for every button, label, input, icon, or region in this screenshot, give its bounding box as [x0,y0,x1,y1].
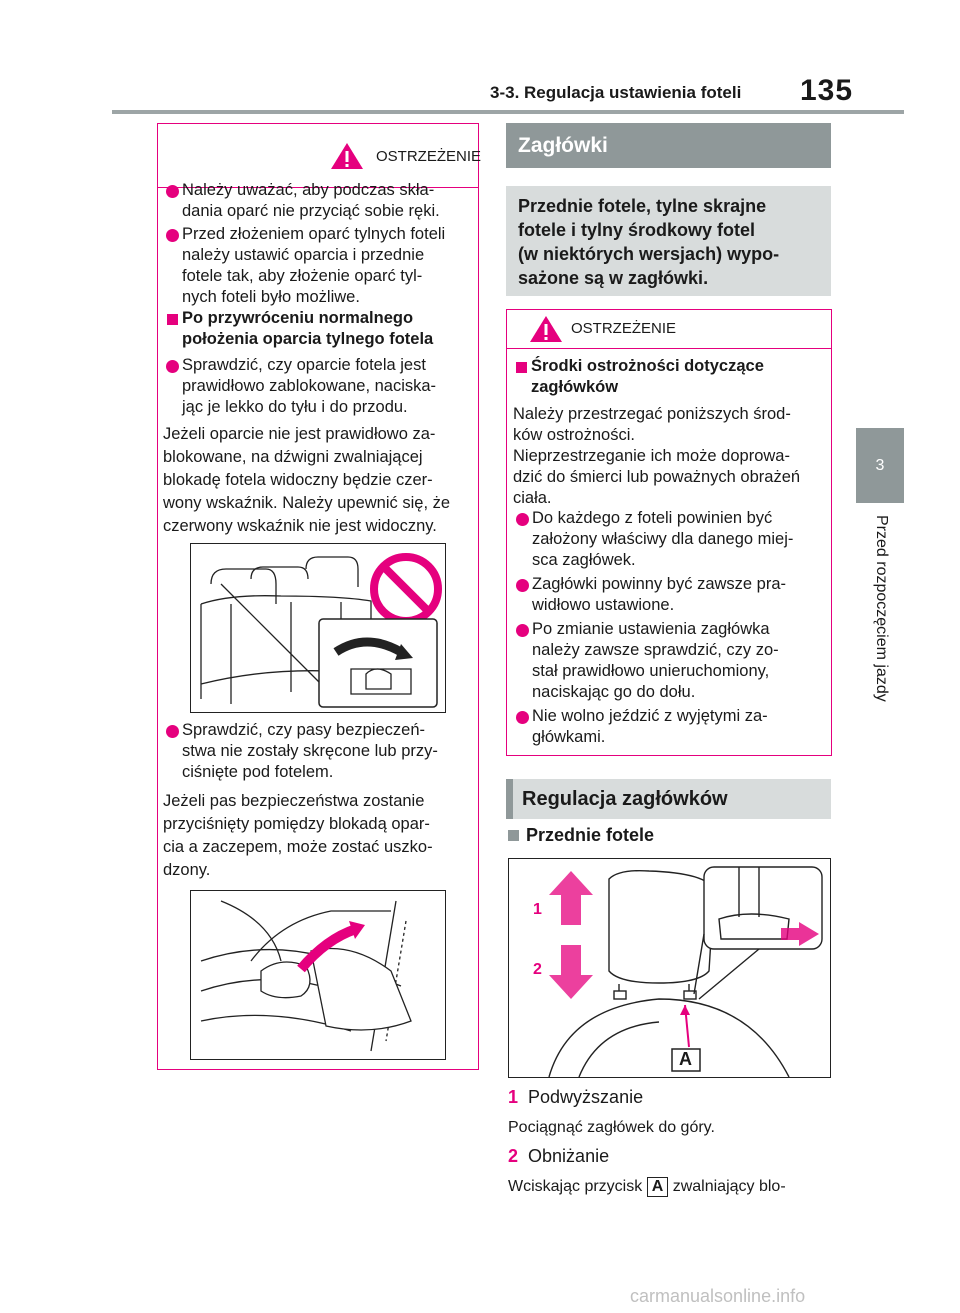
chapter-tab: 3 [856,428,904,503]
figure-label-2: 2 [533,961,542,978]
headrest-drawing [509,859,830,1077]
bullet-icon [166,185,179,198]
right-warning-bullet-1: Do każdego z foteli powinien być założony właściwy dla danego miej- sca zagłówek. [532,509,794,569]
warning-paragraph-1: Jeżeli oparcie nie jest prawidłowo za- blokowane, na dźwigni zwalniającej blokadę fotela widoczny będzie czer- wony wskaźnik. Należy upewnić się, że czerwony wskaźnik nie jest widoczny. [163,425,451,535]
warning-header [507,310,831,349]
bullet-icon [166,360,179,373]
warning-bullet-1: Należy uważać, aby podczas skła- dania oparć nie przyciąć sobie ręki. [182,181,440,220]
square-bullet-icon [516,362,527,373]
seatbelt-illustration [190,890,446,1060]
headrest-adjust-illustration [508,858,831,1078]
seatbelt-drawing [191,891,445,1059]
right-warning-subheading: Środki ostrożności dotyczące zagłówków [531,357,764,396]
headrests-intro: Przednie fotele, tylne skrajne fotele i tylny środkowy fotel (w niektórych wersjach) wypo- sażone są w zagłówki. [518,196,780,288]
bullet-icon [516,624,529,637]
adjust-heading-accent [506,779,513,819]
step-2: 2 Obniżanie [508,1146,610,1166]
bullet-icon [166,725,179,738]
right-warning-bullet-4: Nie wolno jeździć z wyjętymi za- główkami. [532,707,768,746]
square-bullet-icon [167,314,178,325]
warning-header [158,124,482,188]
warning-bullet-4: Sprawdzić, czy pasy bezpieczeń- stwa nie zostały skręcone lub przy- ciśnięte pod fotelem. [182,721,438,781]
figure-label-1: 1 [533,901,542,918]
step-1-text: Pociągnąć zagłówek do góry. [508,1119,715,1136]
bullet-icon [516,711,529,724]
step-1: 1 Podwyższanie [508,1087,644,1107]
warning-triangle-icon [529,315,563,343]
rear-seat-drawing [191,544,445,712]
warning-title: OSTRZEŻENIE [571,320,677,337]
headrests-heading: Zagłówki [518,134,608,157]
warning-bullet-2: Przed złożeniem oparć tylnych foteli należy ustawić oparcia i przednie fotele tak, aby złożenie oparć tyl- nych foteli było możliwe. [182,225,446,306]
header-rule [112,110,904,114]
figure-label-a: A [679,1049,692,1069]
bullet-icon [516,579,529,592]
right-warning-bullet-2: Zagłówki powinny być zawsze pra- widłowo ustawione. [532,575,787,614]
bullet-icon [516,513,529,526]
warning-bullet-3: Sprawdzić, czy oparcie fotela jest prawidłowo zablokowane, naciska- jąc je lekko do tyłu i do przodu. [182,356,437,416]
square-bullet-icon [508,830,519,841]
page-number: 135 [800,74,854,107]
adjust-heading: Regulacja zagłówków [522,788,728,810]
warning-title: OSTRZEŻENIE [376,148,482,165]
warning-triangle-icon [330,142,364,170]
front-seats-subheading: Przednie fotele [526,825,655,845]
right-warning-paragraph: Należy przestrzegać poniższych środ- ków ostrożności. Nieprzestrzeganie ich może doprowa- dzić do śmierci lub poważnych obrażeń ciała. [513,405,801,507]
watermark: carmanualsonline.info [630,1286,806,1306]
bullet-icon [166,229,179,242]
section-title: 3-3. Regulacja ustawienia foteli [490,83,742,102]
right-warning-bullet-3: Po zmianie ustawienia zagłówka należy zawsze sprawdzić, czy zo- stał prawidłowo unieruchomiony, naciskając go do dołu. [532,620,779,701]
rear-seat-lever-illustration [190,543,446,713]
button-a-label: A [647,1177,669,1197]
warning-paragraph-2: Jeżeli pas bezpieczeństwa zostanie przyciśnięty pomiędzy blokadą opar- cia a zaczepem, może zostać uszko- dzony. [163,792,433,879]
warning-subheading: Po przywróceniu normalnego położenia oparcia tylnego fotela [182,309,434,348]
step-2-text: Wciskając przycisk A zwalniający blo- [508,1178,786,1195]
chapter-label: Przed rozpoczęciem jazdy [873,515,890,702]
